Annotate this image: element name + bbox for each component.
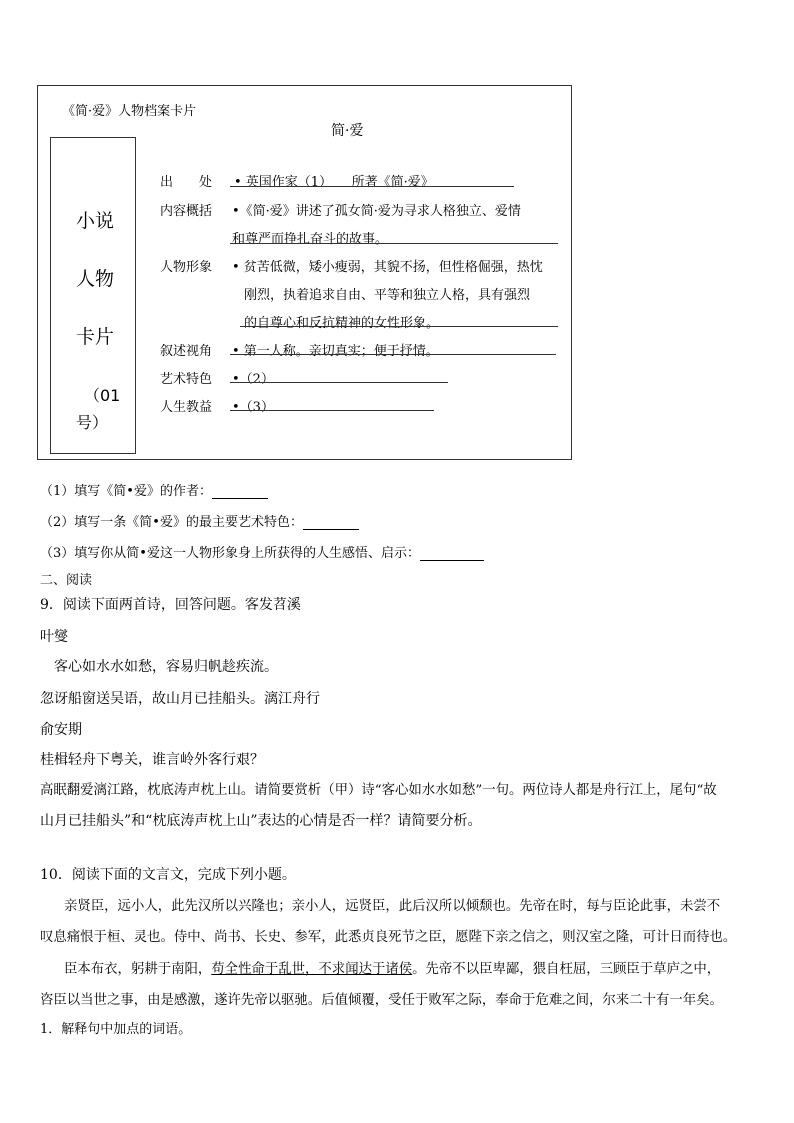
question-text: （2）填写一条《简•爱》的最主要艺术特色：: [40, 515, 303, 530]
card-name: 简·爱: [331, 123, 364, 139]
passage-text: 。先帝不以臣卑鄙，猥自枉屈，三顾臣于草庐之中，: [412, 962, 721, 977]
poem-line: 桂楫轻舟下粤关，谁言岭外客行艰？: [40, 752, 264, 768]
row-value: • 贫苦低微，矮小瘦弱，其貌不扬，但性格倔强，热忱: [232, 260, 543, 275]
passage-line: [64, 958, 720, 977]
question-3: [40, 542, 484, 561]
passage-line: 叹息痛恨于桓、灵也。侍中、尚书、长史、参军，此悉贞良死节之臣，愿陛下亲之信之，则汉室之隆，可计日而待也。: [40, 930, 737, 945]
question-1: [40, 480, 268, 499]
row-label: 艺术特色: [160, 372, 213, 387]
poem-line: 忽讶船窗送吴语，故山月已挂船头。漓江舟行: [40, 691, 320, 707]
sub-question: 1．解释句中加点的词语。: [40, 1022, 192, 1037]
side-label-line: 人物: [76, 268, 115, 290]
side-label-box: [50, 137, 136, 454]
underline: [230, 410, 434, 411]
passage-line: 咨臣以当世之事，由是感激，遂许先帝以驱驰。后值倾覆，受任于败军之际，奉命于危难之间，尔来二十有一年矣。: [40, 993, 723, 1008]
row-label: 内容概括: [160, 204, 213, 219]
row-value: • 第一人称。亲切真实；便于抒情。: [232, 344, 439, 359]
underline: [240, 326, 558, 327]
underline: [230, 243, 558, 244]
underline: [230, 186, 514, 187]
side-label-line: （01: [84, 386, 121, 405]
row-label: 人物形象: [160, 260, 213, 275]
question-2: [40, 511, 359, 530]
row-label: 叙述视角: [160, 344, 213, 359]
poem-author: 叶燮: [40, 629, 68, 645]
q10-intro: 10．阅读下面的文言文，完成下列小题。: [40, 867, 296, 883]
row-value: •（2）: [232, 372, 274, 387]
row-value: 和尊严而挣扎奋斗的故事。: [232, 232, 389, 247]
answer-blank[interactable]: [420, 546, 484, 561]
question-text: （3）填写你从简•爱这一人物形象身上所获得的人生感悟、启示：: [40, 546, 420, 561]
row-label: 人生教益: [160, 400, 213, 415]
poem-line: 高眠翻爱漓江路，枕底涛声枕上山。请简要赏析（甲）诗“客心如水水如愁”一句。两位诗人都是舟行江上，尾句“故: [40, 783, 717, 798]
side-label-line: 小说: [76, 210, 115, 232]
q9-intro: 9．阅读下面两首诗，回答问题。客发苕溪: [40, 597, 301, 613]
underline: [230, 382, 448, 383]
answer-blank[interactable]: [303, 515, 359, 530]
poem-author: 俞安期: [40, 722, 82, 738]
answer-blank[interactable]: [212, 484, 268, 499]
card-title: 《简·爱》人物档案卡片: [62, 104, 197, 119]
question-text: 山月已挂船头”和“枕底涛声枕上山”表达的心情是否一样？请简要分析。: [40, 813, 482, 829]
row-value: 刚烈，执着追求自由、平等和独立人格，具有强烈: [244, 288, 531, 303]
passage-line: 亲贤臣，远小人，此先汉所以兴隆也；亲小人，远贤臣，此后汉所以倾颓也。先帝在时，每与臣论此事，未尝不: [64, 899, 721, 914]
row-value: • 英国作家（1） 所著《简·爱》: [234, 175, 434, 190]
underline: [230, 354, 556, 355]
section-heading: 二、阅读: [40, 573, 93, 588]
row-label: 出 处: [160, 175, 213, 190]
passage-text: 臣本布衣，躬耕于南阳，: [64, 962, 212, 977]
side-label-line: 号）: [76, 413, 109, 432]
underlined-phrase: 苟全性命于乱世，不求闻达于诸侯: [211, 962, 413, 977]
side-label-line: 卡片: [76, 326, 115, 348]
row-value: •（3）: [232, 400, 274, 415]
poem-line: 客心如水水如愁，容易归帆趁疾流。: [54, 659, 278, 675]
row-value: •《简·爱》讲述了孤女简·爱为寻求人格独立、爱情: [232, 204, 521, 219]
row-value: 的自尊心和反抗精神的女性形象。: [244, 316, 440, 331]
question-text: （1）填写《简•爱》的作者：: [40, 484, 212, 499]
